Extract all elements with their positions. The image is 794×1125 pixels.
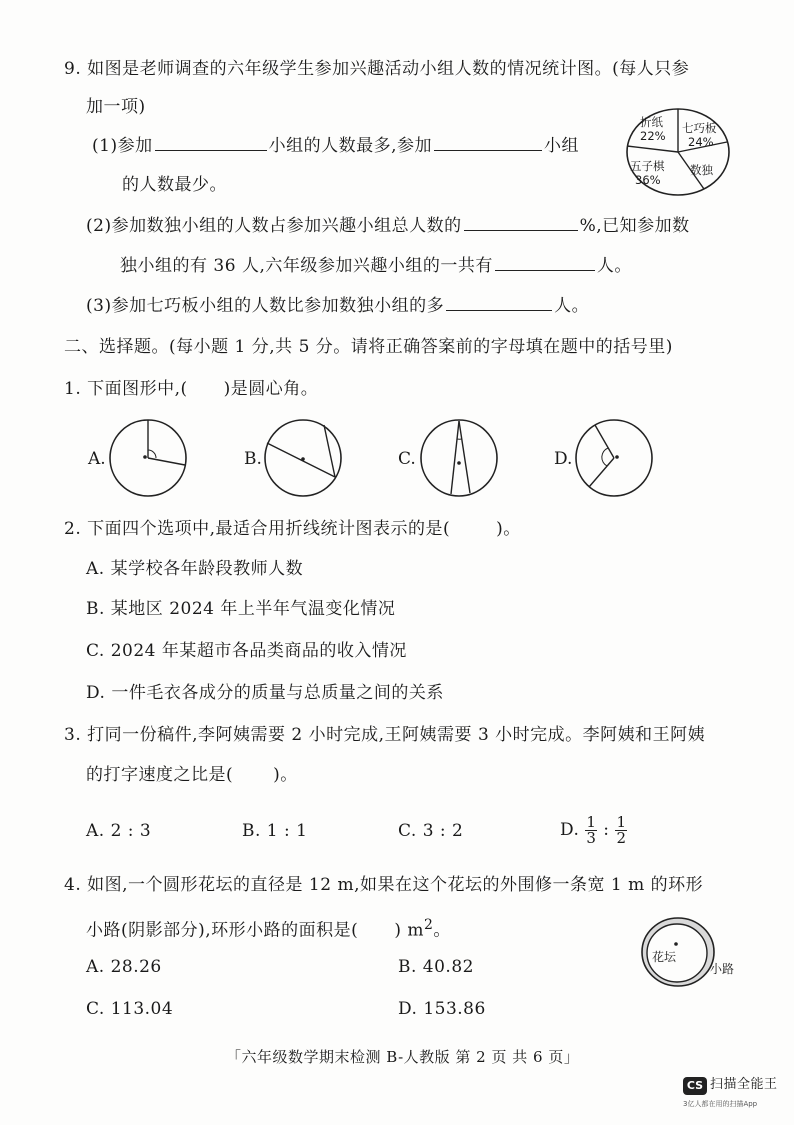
q9-p1-blank2[interactable]	[434, 134, 542, 151]
c1-stem	[64, 378, 318, 400]
section2-title: 二、选择题。(每小题 1 分,共 5 分。请将正确答案前的字母填在题中的括号里)	[64, 337, 673, 357]
slice-value-zhezhi: 22%	[640, 129, 666, 143]
c4-unit-exponent: 2	[423, 917, 434, 933]
c1-option-c-label: C.	[398, 449, 416, 469]
c3-option-d[interactable]	[560, 812, 627, 848]
c2-option-a[interactable]: A. 某学校各年龄段教师人数	[86, 559, 304, 579]
q9-stem-line2: 加一项)	[86, 97, 146, 117]
q9-p3-text-a: (3)参加七巧板小组的人数比参加数独小组的多	[86, 296, 445, 316]
q9-p1-text-a: (1)参加	[92, 136, 153, 156]
frac2-numerator: 1	[616, 813, 627, 831]
c2-stem	[64, 518, 521, 540]
q9-p2-blank1[interactable]	[464, 214, 578, 231]
c3-stem-b: )。	[273, 765, 298, 785]
c2-option-b[interactable]: B. 某地区 2024 年上半年气温变化情况	[86, 599, 396, 619]
q9-p2-text-b: %,已知参加数	[579, 216, 690, 236]
c4-stem-a: 小路(阴影部分),环形小路的面积是(	[86, 920, 359, 941]
c1-option-d-figure[interactable]	[573, 417, 655, 499]
c3-option-c[interactable]: C. 3 : 2	[398, 821, 464, 841]
c2-stem-b: )。	[496, 519, 521, 539]
c3-option-d-fraction2	[615, 815, 627, 846]
flowerbed-label: 花坛	[652, 950, 677, 964]
slice-value-qiqiaoban: 24%	[688, 135, 714, 149]
frac1-numerator: 1	[586, 813, 597, 831]
q9-part2-line2	[120, 254, 632, 277]
c3-stem-line2	[86, 764, 298, 786]
q9-p3-blank[interactable]	[446, 294, 552, 311]
frac2-denominator: 2	[616, 829, 627, 847]
flowerbed-ring-figure	[640, 916, 760, 986]
slice-label-qiqiaoban: 七巧板	[682, 121, 717, 135]
c1-option-a-figure[interactable]	[107, 417, 189, 499]
c3-option-d-fraction1	[585, 815, 597, 846]
c2-option-c[interactable]: C. 2024 年某超市各品类商品的收入情况	[86, 641, 407, 661]
q9-p2-text-d: 人。	[596, 256, 632, 276]
c1-option-c-figure[interactable]	[418, 417, 500, 499]
frac1-denominator: 3	[586, 829, 597, 847]
slice-label-shudu: 数独	[690, 163, 713, 177]
slice-label-wuziqi: 五子棋	[630, 159, 665, 173]
c2-option-d[interactable]: D. 一件毛衣各成分的质量与总质量之间的关系	[86, 683, 444, 703]
q9-part3	[86, 294, 589, 317]
c4-stem-b: ) m	[394, 920, 424, 941]
camscanner-logo-icon: CS	[683, 1077, 707, 1095]
c1-option-b-label: B.	[244, 449, 262, 469]
q9-stem-line1: 9. 如图是老师调查的六年级学生参加兴趣活动小组人数的情况统计图。(每人只参	[64, 59, 690, 79]
c3-option-d-prefix: D.	[560, 820, 580, 840]
c3-option-d-colon: :	[603, 820, 610, 840]
q9-p1-blank1[interactable]	[155, 134, 267, 151]
c3-stem-a: 的打字速度之比是(	[86, 765, 234, 785]
q9-p1-text-d: 的人数最少。	[122, 175, 227, 195]
c3-stem-line1: 3. 打同一份稿件,李阿姨需要 2 小时完成,王阿姨需要 3 小时完成。李阿姨和王阿姨	[64, 725, 706, 745]
path-label: 小路	[710, 962, 735, 976]
slice-value-wuziqi: 36%	[635, 173, 661, 187]
c1-stem-b: )是圆心角。	[223, 379, 319, 399]
c1-option-d-label: D.	[554, 449, 573, 469]
pie-divider-left	[627, 146, 678, 152]
q9-p3-text-b: 人。	[554, 296, 590, 316]
c3-option-b[interactable]: B. 1 : 1	[242, 821, 308, 841]
watermark-name: 扫描全能王	[710, 1077, 778, 1092]
interest-group-pie-chart	[626, 108, 730, 196]
q9-p2-blank2[interactable]	[495, 254, 595, 271]
watermark-tagline: 3亿人都在用的扫描App	[683, 1100, 758, 1108]
c1-option-b-figure[interactable]	[262, 417, 344, 499]
page-footer: 「六年级数学期末检测 B-人教版 第 2 页 共 6 页」	[226, 1048, 580, 1066]
q9-part2	[86, 214, 690, 237]
c4-stem-line2	[86, 914, 451, 942]
c3-option-a[interactable]: A. 2 : 3	[86, 821, 152, 841]
c1-option-a-label: A.	[88, 449, 106, 469]
q9-p2-text-a: (2)参加数独小组的人数占参加兴趣小组总人数的	[86, 216, 462, 236]
slice-label-zhezhi: 折纸	[640, 115, 663, 129]
q9-p1-text-b: 小组的人数最多,参加	[268, 136, 432, 156]
c4-option-b[interactable]: B. 40.82	[398, 957, 474, 977]
c4-stem-line1: 4. 如图,一个圆形花坛的直径是 12 m,如果在这个花坛的外围修一条宽 1 m 的环形	[64, 875, 704, 895]
c1-stem-a: 1. 下面图形中,(	[64, 379, 188, 399]
q9-part1	[92, 134, 579, 157]
c2-stem-a: 2. 下面四个选项中,最适合用折线统计图表示的是(	[64, 519, 451, 539]
q9-p2-text-c: 独小组的有 36 人,六年级参加兴趣小组的一共有	[120, 256, 493, 276]
q9-p1-text-c: 小组	[544, 136, 579, 156]
c4-stem-c: 。	[433, 920, 451, 941]
c4-option-c[interactable]: C. 113.04	[86, 999, 174, 1019]
c4-option-d[interactable]: D. 153.86	[398, 999, 486, 1019]
c4-option-a[interactable]: A. 28.26	[86, 957, 162, 977]
